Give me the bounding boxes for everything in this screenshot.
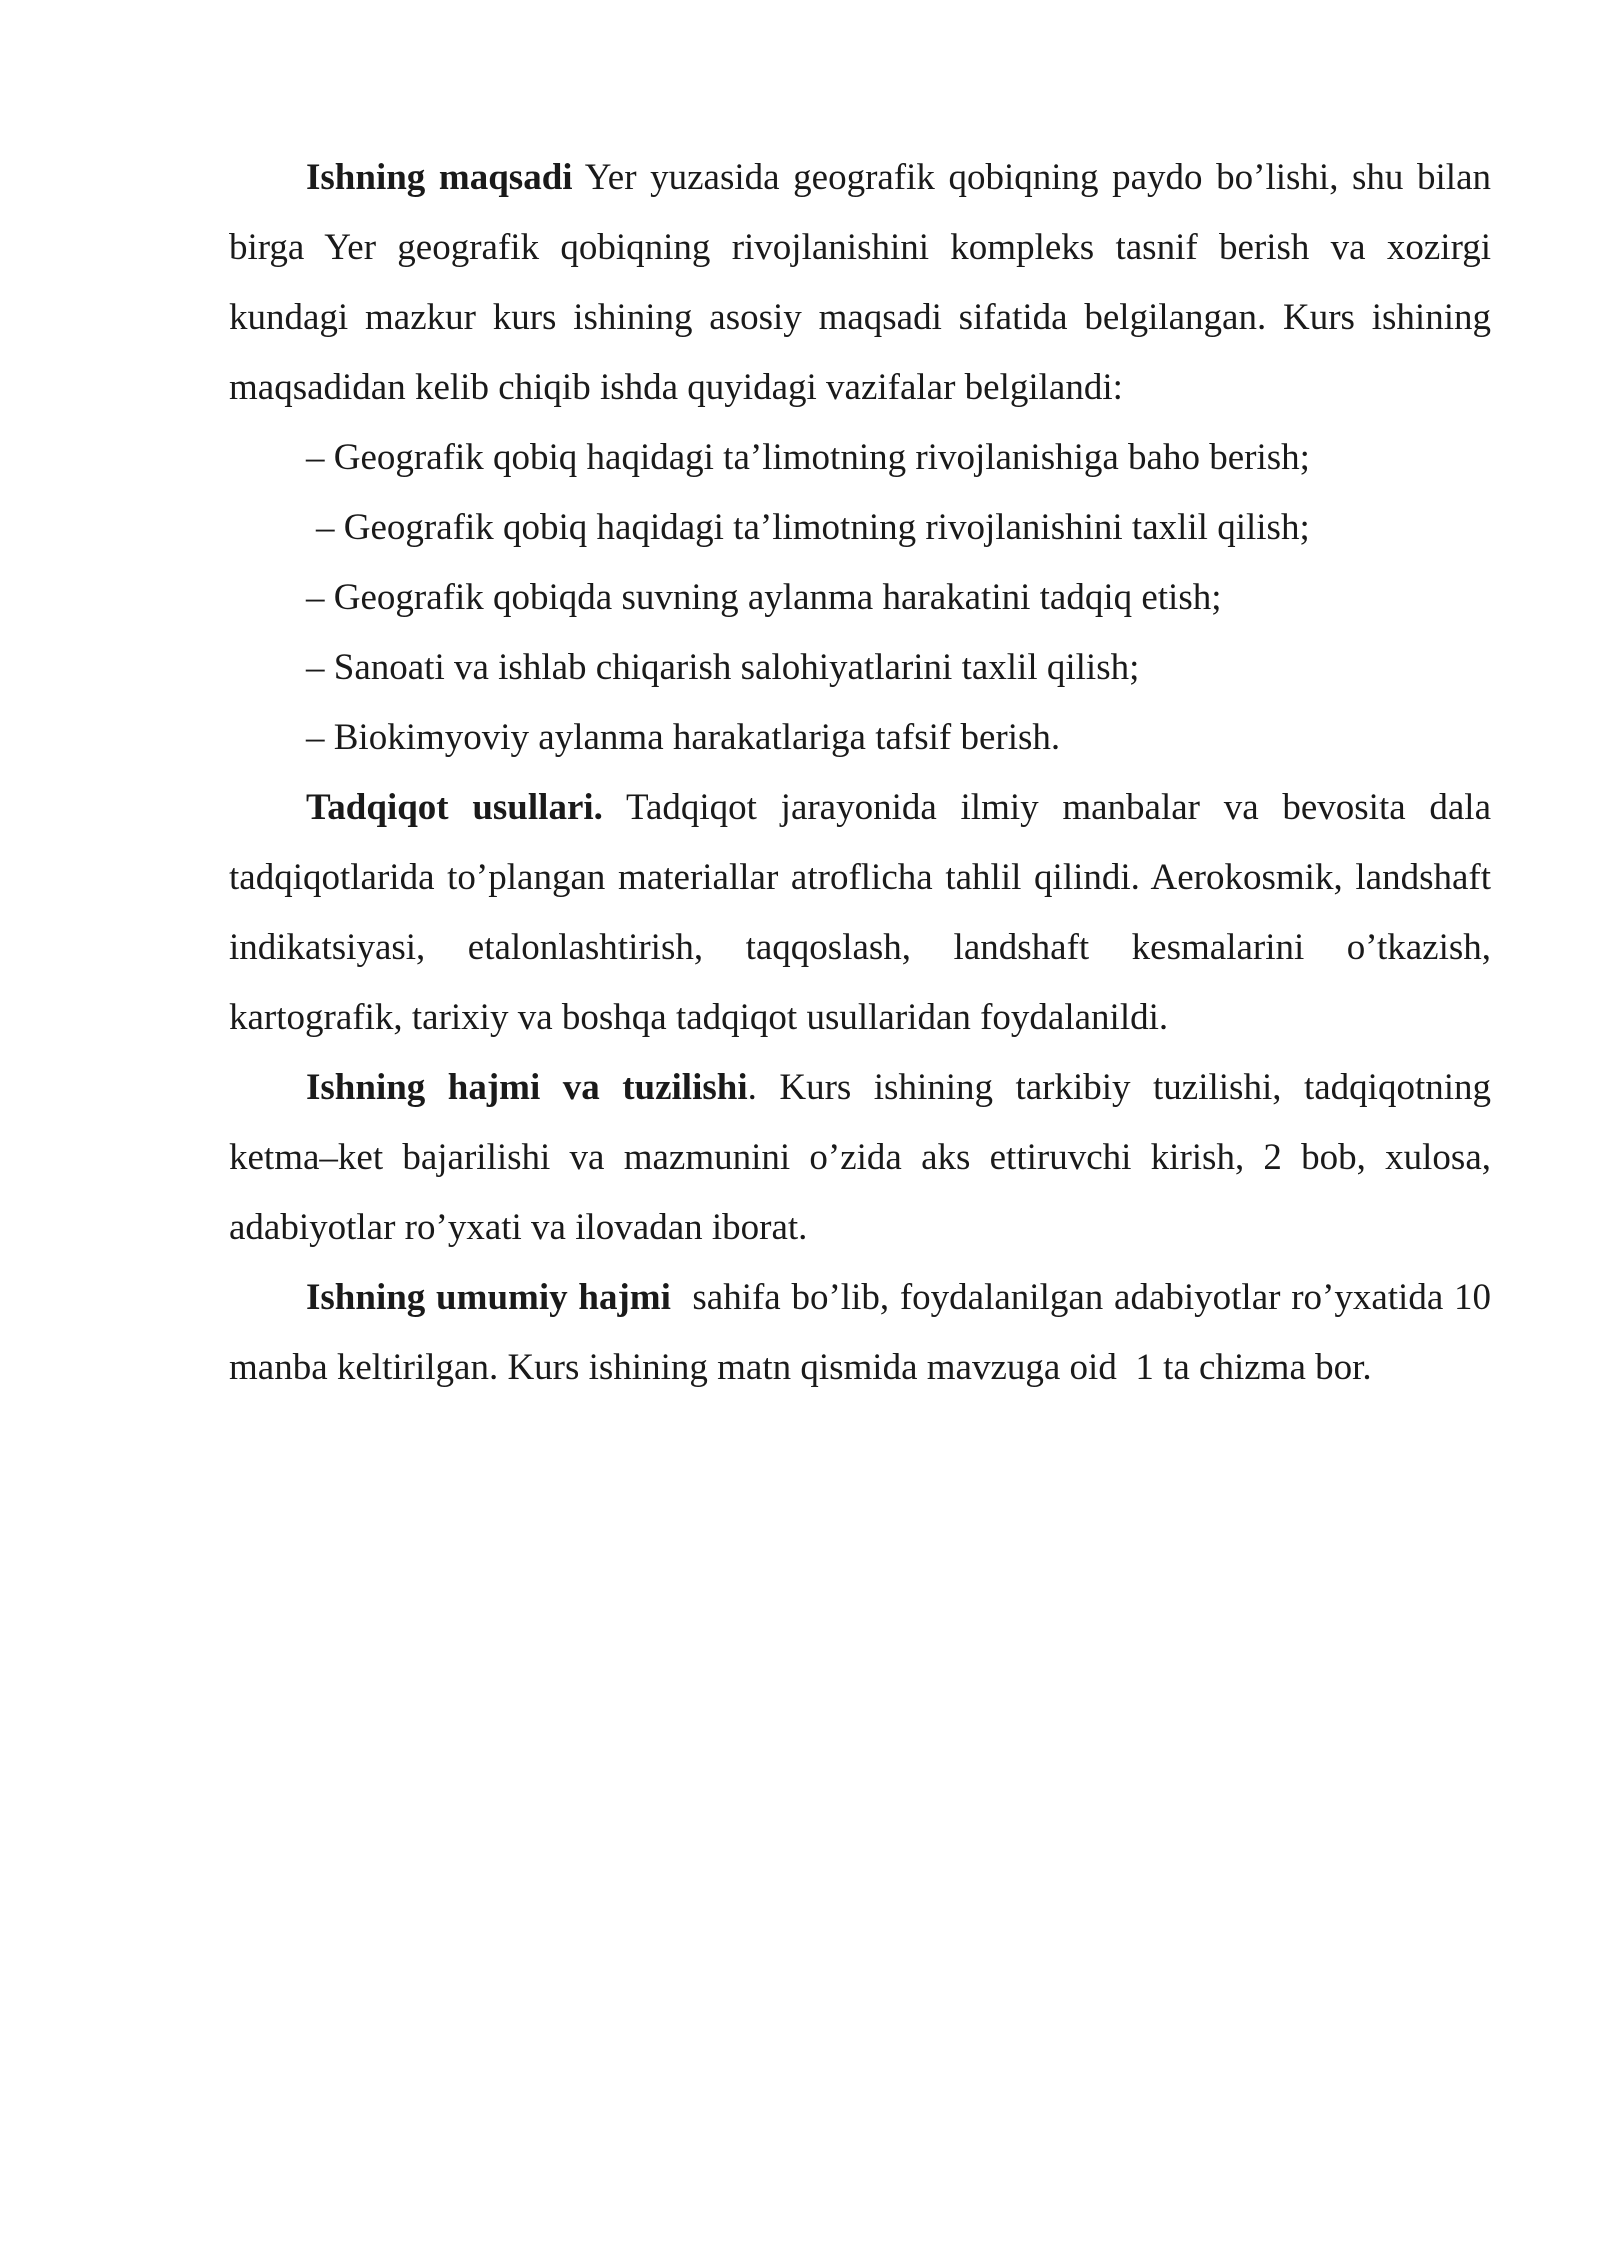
heading-purpose: Ishning maqsadi (306, 157, 573, 198)
document-body (229, 143, 1501, 1403)
task-item-3: – Geografik qobiqda suvning aylanma harakatini tadqiq etish; (306, 577, 1222, 618)
task-item-2: – Geografik qobiq haqidagi ta’limotning rivojlanishini taxlil qilish; (316, 507, 1310, 548)
paragraph-structure (229, 1053, 1491, 1263)
paragraph-methods (229, 773, 1491, 1053)
text-methods: Tadqiqot jarayonida ilmiy manbalar va bevosita dala tadqiqotlarida to’plangan materiallar atroflicha tahlil qilindi. Aerokosmik, landshaft indikatsiyasi, etalonlashtirish, taqqoslash, landshaft kesmalarini o’tkazish, kartografik, tarixiy va boshqa tadqiqot usullaridan foydalanildi. (229, 787, 1491, 1038)
task-item-5: – Biokimyoviy aylanma harakatlariga tafsif berish. (306, 717, 1061, 758)
paragraph-volume (229, 1263, 1501, 1403)
task-item-4: – Sanoati va ishlab chiqarish salohiyatlarini taxlil qilish; (306, 647, 1140, 688)
heading-structure: Ishning hajmi va tuzilishi (306, 1067, 748, 1108)
task-item-1: – Geografik qobiq haqidagi ta’limotning rivojlanishiga baho berish; (306, 437, 1310, 478)
text-structure: . Kurs ishining tarkibiy tuzilishi, tadqiqotning ketma–ket bajarilishi va mazmunini o’zida aks ettiruvchi kirish, 2 bob, xulosa, adabiyotlar ro’yxati va ilovadan iborat. (229, 1067, 1491, 1248)
heading-methods: Tadqiqot usullari. (306, 787, 603, 828)
text-purpose: Yer yuzasida geografik qobiqning paydo bo’lishi, shu bilan birga Yer geografik qobiqning rivojlanishini kompleks tasnif berish va xozirgi kundagi mazkur kurs ishining asosiy maqsadi sifatida belgilangan. Kurs ishining maqsadidan kelib chiqib ishda quyidagi vazifalar belgilandi: (229, 157, 1492, 408)
paragraph-purpose (229, 143, 1491, 423)
text-volume: sahifa bo’lib, foydalanilgan adabiyotlar ro’yxatida 10 manba keltirilgan. Kurs ishining matn qismida mavzuga oid 1 ta chizma bor. (229, 1277, 1501, 1388)
heading-volume: Ishning umumiy hajmi (306, 1277, 671, 1318)
